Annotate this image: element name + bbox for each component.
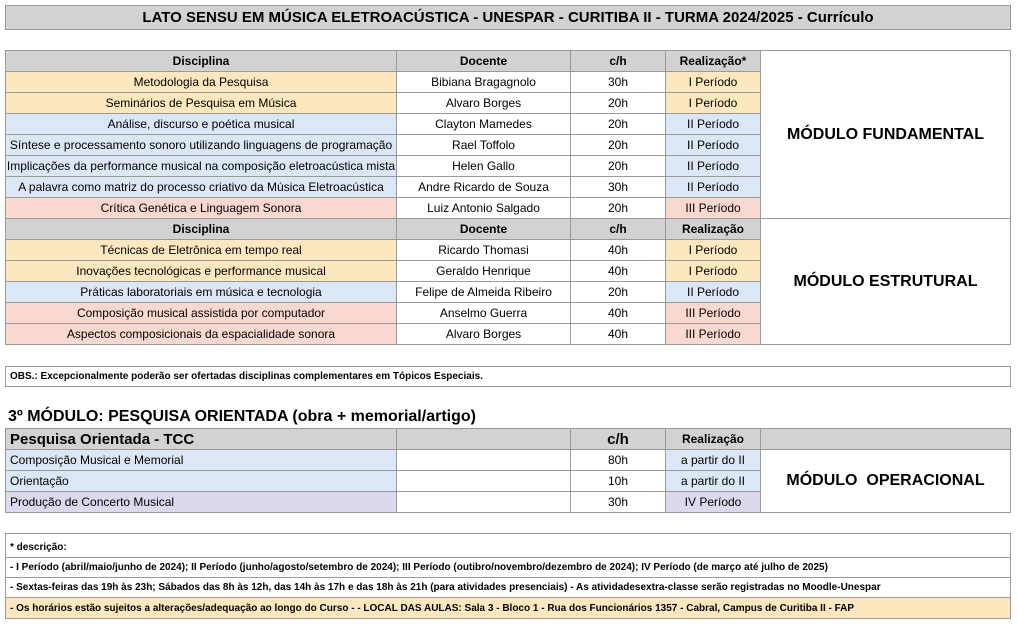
table-row-realizacao: I Período — [665, 92, 761, 114]
table-row-ch: 20h — [570, 281, 666, 303]
table-row-docente: Alvaro Borges — [396, 92, 571, 114]
table-row-realizacao: I Período — [665, 239, 761, 261]
table-row-disciplina: Metodologia da Pesquisa — [5, 71, 397, 93]
module-estrutural-label: MÓDULO ESTRUTURAL — [760, 218, 1011, 345]
table-row-docente: Luiz Antonio Salgado — [396, 197, 571, 219]
table-row-realizacao: IV Período — [665, 491, 761, 513]
table-row-docente: Andre Ricardo de Souza — [396, 176, 571, 198]
table-row-docente: Anselmo Guerra — [396, 302, 571, 324]
table-row-docente — [396, 491, 571, 513]
table-row-docente — [396, 470, 571, 492]
table-row-ch: 10h — [570, 470, 666, 492]
table-row-disciplina: Técnicas de Eletrônica em tempo real — [5, 239, 397, 261]
header-disciplina: Disciplina — [5, 50, 397, 72]
header-ch: c/h — [570, 50, 666, 72]
notes-heading: * descrição: — [5, 533, 1011, 558]
table-row-docente: Clayton Mamedes — [396, 113, 571, 135]
table-row-realizacao: III Período — [665, 197, 761, 219]
table-row-realizacao: I Período — [665, 71, 761, 93]
table-row-disciplina: Produção de Concerto Musical — [5, 491, 397, 513]
table-row-disciplina: Inovações tecnológicas e performance musical — [5, 260, 397, 282]
header-docente-empty — [396, 428, 571, 450]
header-pesquisa-orientada: Pesquisa Orientada - TCC — [5, 428, 397, 450]
header-disciplina: Disciplina — [5, 218, 397, 240]
table-row-ch: 30h — [570, 71, 666, 93]
table-row-realizacao: I Período — [665, 260, 761, 282]
header-ch: c/h — [570, 218, 666, 240]
header-realizacao: Realização — [665, 218, 761, 240]
table-row-ch: 80h — [570, 449, 666, 471]
table-row-ch: 40h — [570, 302, 666, 324]
table-row-docente: Ricardo Thomasi — [396, 239, 571, 261]
table-row-disciplina: Seminários de Pesquisa em Música — [5, 92, 397, 114]
notes-line: - I Período (abril/maio/junho de 2024); II Período (junho/agosto/setembro de 2024); III Período (outibro/novembro/dezembro de 2024); IV Período (de março até julho de 2025) — [5, 557, 1011, 578]
table-row-realizacao: III Período — [665, 323, 761, 345]
table-row-realizacao: II Período — [665, 134, 761, 156]
table-row-docente: Felipe de Almeida Ribeiro — [396, 281, 571, 303]
table-row-disciplina: Crítica Genética e Linguagem Sonora — [5, 197, 397, 219]
header-realizacao: Realização — [665, 428, 761, 450]
table-row-disciplina: Aspectos composicionais da espacialidade sonora — [5, 323, 397, 345]
table-row-ch: 20h — [570, 134, 666, 156]
table-row-ch: 30h — [570, 491, 666, 513]
notes-line: - Os horários estão sujeitos a alterações/adequação ao longo do Curso - - LOCAL DAS AULAS: Sala 3 - Bloco 1 - Rua dos Funcionários 1357 - Cabral, Campus de Curitiba II - FAP — [5, 597, 1011, 619]
table-row-realizacao: II Período — [665, 281, 761, 303]
obs-note: OBS.: Excepcionalmente poderão ser ofertadas disciplinas complementares em Tópicos Especiais. — [5, 366, 1011, 387]
table-row-ch: 20h — [570, 155, 666, 177]
table-row-disciplina: Implicações da performance musical na composição eletroacústica mista — [5, 155, 397, 177]
header-module-empty — [760, 428, 1011, 450]
table-row-realizacao: II Período — [665, 176, 761, 198]
notes-line: - Sextas-feiras das 19h às 23h; Sábados das 8h às 12h, das 14h às 17h e das 18h às 21h (para atividades presenciais) - As atividadesextra-classe serão registradas no Moodle-Unespar — [5, 577, 1011, 598]
table-row-ch: 20h — [570, 92, 666, 114]
header-realizacao: Realização* — [665, 50, 761, 72]
table-row-ch: 40h — [570, 239, 666, 261]
module-fundamental-label: MÓDULO FUNDAMENTAL — [760, 50, 1011, 219]
table-row-docente: Geraldo Henrique — [396, 260, 571, 282]
module-operacional-label: MÓDULO OPERACIONAL — [760, 449, 1011, 513]
page-title: LATO SENSU EM MÚSICA ELETROACÚSTICA - UNESPAR - CURITIBA II - TURMA 2024/2025 - Currículo — [5, 5, 1011, 30]
table-row-docente: Bibiana Bragagnolo — [396, 71, 571, 93]
table-row-disciplina: Síntese e processamento sonoro utilizando linguagens de programação — [5, 134, 397, 156]
table-row-disciplina: Composição musical assistida por computador — [5, 302, 397, 324]
header-ch: c/h — [570, 428, 666, 450]
table-row-ch: 20h — [570, 113, 666, 135]
table-row-ch: 30h — [570, 176, 666, 198]
table-row-disciplina: Composição Musical e Memorial — [5, 449, 397, 471]
table-row-ch: 20h — [570, 197, 666, 219]
header-docente: Docente — [396, 50, 571, 72]
table-row-docente: Helen Gallo — [396, 155, 571, 177]
table-row-disciplina: Análise, discurso e poética musical — [5, 113, 397, 135]
third-module-heading: 3º MÓDULO: PESQUISA ORIENTADA (obra + memorial/artigo) — [8, 408, 476, 425]
table-row-realizacao: II Período — [665, 113, 761, 135]
table-row-disciplina: A palavra como matriz do processo criativo da Música Eletroacústica — [5, 176, 397, 198]
table-row-realizacao: III Período — [665, 302, 761, 324]
table-row-realizacao: II Período — [665, 155, 761, 177]
header-docente: Docente — [396, 218, 571, 240]
table-row-ch: 40h — [570, 323, 666, 345]
table-row-docente — [396, 449, 571, 471]
table-row-realizacao: a partir do II — [665, 449, 761, 471]
table-row-disciplina: Orientação — [5, 470, 397, 492]
table-row-ch: 40h — [570, 260, 666, 282]
table-row-disciplina: Práticas laboratoriais em música e tecnologia — [5, 281, 397, 303]
table-row-realizacao: a partir do II — [665, 470, 761, 492]
table-row-docente: Rael Toffolo — [396, 134, 571, 156]
table-row-docente: Alvaro Borges — [396, 323, 571, 345]
